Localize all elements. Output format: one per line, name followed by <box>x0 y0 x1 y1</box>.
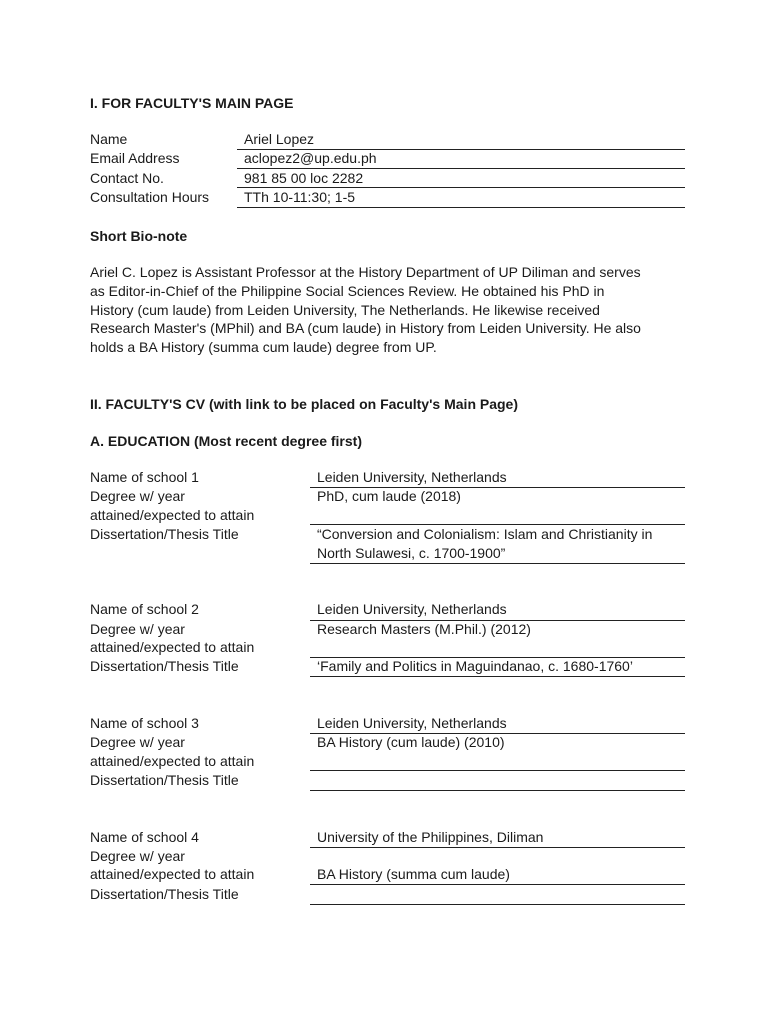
school-label: Name of school 3 <box>90 715 199 731</box>
field-underline <box>237 207 685 208</box>
degree-label: Degree w/ year <box>90 621 185 637</box>
thesis-value: ‘Family and Politics in Maguindanao, c. 1680-1760’ <box>317 658 633 674</box>
field-underline <box>310 563 685 564</box>
school-label: Name of school 4 <box>90 829 199 845</box>
attained-label: attained/expected to attain <box>90 753 255 769</box>
school-value: Leiden University, Netherlands <box>317 469 507 485</box>
degree-value: PhD, cum laude (2018) <box>317 488 461 504</box>
school-value: University of the Philippines, Diliman <box>317 829 544 845</box>
field-underline <box>310 524 685 525</box>
attained-label: attained/expected to attain <box>90 866 255 882</box>
school-value: Leiden University, Netherlands <box>317 715 507 731</box>
bio-line: holds a BA History (summa cum laude) degree from UP. <box>90 339 437 355</box>
field-underline <box>310 770 685 771</box>
thesis-value: “Conversion and Colonialism: Islam and Christianity in <box>317 526 653 542</box>
bio-line: Research Master's (MPhil) and BA (cum laude) in History from Leiden University. He also <box>90 320 641 336</box>
field-underline <box>237 168 685 169</box>
thesis-label: Dissertation/Thesis Title <box>90 886 239 902</box>
field-value-contact: 981 85 00 loc 2282 <box>244 170 364 186</box>
thesis-label: Dissertation/Thesis Title <box>90 658 239 674</box>
bio-line: Ariel C. Lopez is Assistant Professor at the History Department of UP Diliman and serves <box>90 264 641 280</box>
field-underline <box>310 884 685 885</box>
thesis-value: North Sulawesi, c. 1700-1900” <box>317 545 506 561</box>
education-heading: A. EDUCATION (Most recent degree first) <box>90 433 362 449</box>
section-2-heading: II. FACULTY'S CV (with link to be placed on Faculty's Main Page) <box>90 396 519 412</box>
degree-label: Degree w/ year <box>90 734 185 750</box>
attained-label: attained/expected to attain <box>90 507 255 523</box>
field-underline <box>310 676 685 677</box>
bio-heading: Short Bio-note <box>90 228 188 244</box>
degree-label: Degree w/ year <box>90 488 185 504</box>
thesis-label: Dissertation/Thesis Title <box>90 772 239 788</box>
school-value: Leiden University, Netherlands <box>317 601 507 617</box>
field-value-name: Ariel Lopez <box>244 131 315 147</box>
field-label-consultation: Consultation Hours <box>90 189 210 205</box>
school-label: Name of school 2 <box>90 601 199 617</box>
field-value-consultation: TTh 10-11:30; 1-5 <box>244 189 356 205</box>
field-underline <box>310 790 685 791</box>
bio-line: History (cum laude) from Leiden University, The Netherlands. He likewise received <box>90 302 600 318</box>
field-label-name: Name <box>90 131 128 147</box>
bio-line: as Editor-in-Chief of the Philippine Social Sciences Review. He obtained his PhD in <box>90 283 605 299</box>
field-underline <box>237 187 685 188</box>
degree-value: Research Masters (M.Phil.) (2012) <box>317 621 531 637</box>
school-label: Name of school 1 <box>90 469 199 485</box>
field-value-email: aclopez2@up.edu.ph <box>244 150 377 166</box>
degree-label: Degree w/ year <box>90 848 185 864</box>
field-label-email: Email Address <box>90 150 180 166</box>
thesis-label: Dissertation/Thesis Title <box>90 526 239 542</box>
field-underline <box>310 904 685 905</box>
section-1-heading: I. FOR FACULTY'S MAIN PAGE <box>90 95 294 111</box>
field-label-contact: Contact No. <box>90 170 164 186</box>
attained-label: attained/expected to attain <box>90 639 255 655</box>
field-underline <box>310 847 685 848</box>
degree-value: BA History (cum laude) (2010) <box>317 734 505 750</box>
degree-value: BA History (summa cum laude) <box>317 866 510 882</box>
